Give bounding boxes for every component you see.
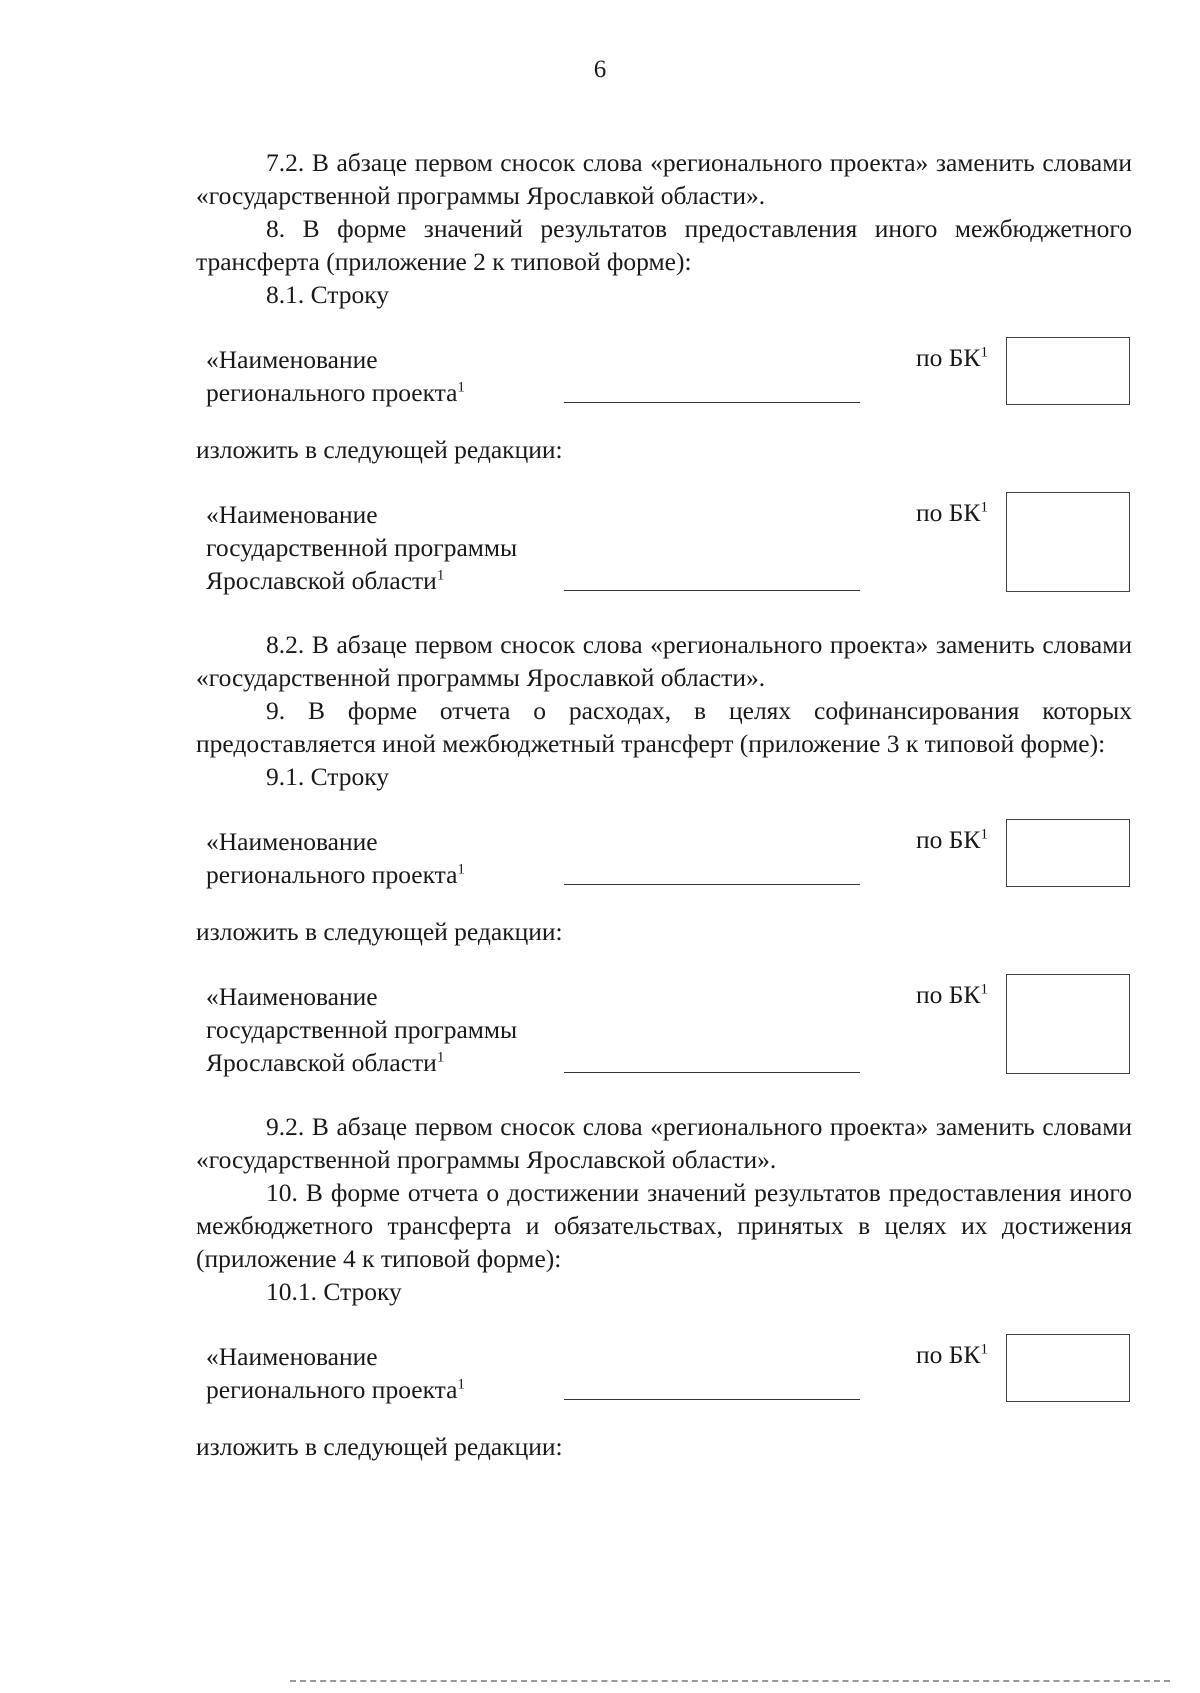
- form-row-regional-project-3: [196, 1334, 1132, 1404]
- bk-code-box[interactable]: [1006, 1334, 1130, 1402]
- form-label-line: «Наименование: [206, 500, 378, 529]
- form-label-line: регионального проекта$^1$: [206, 860, 465, 889]
- paragraph-10-1: 10.1. Строку: [266, 1277, 402, 1306]
- paragraph-9: 9. В форме отчета о расходах, в целях софинансирования которых предоставляется иной межбюджетный трансферт (приложение 3 к типовой форме):: [196, 696, 1132, 758]
- footnote-mark: 1: [457, 379, 465, 396]
- footnote-mark: 1: [980, 1341, 988, 1358]
- bk-code-box[interactable]: [1006, 974, 1130, 1074]
- name-underline-field[interactable]: [564, 589, 860, 591]
- form-label-line: регионального проекта$^1$: [206, 1375, 465, 1404]
- form-label-line: государственной программы: [206, 1015, 518, 1044]
- form-label-line: Ярославской области$^1$: [206, 1048, 445, 1077]
- bk-code-box[interactable]: [1006, 819, 1130, 887]
- form-label-line: «Наименование: [206, 827, 378, 856]
- bk-code-box[interactable]: [1006, 492, 1130, 592]
- page-number: 6: [593, 56, 607, 83]
- scan-edge-artifact: [290, 1680, 1170, 1685]
- paragraph-10: 10. В форме отчета о достижении значений результатов предоставления иного межбюджетного трансферта и обязательствах, принятых в целях их достижения (приложение 4 к типовой форме):: [196, 1178, 1132, 1273]
- name-underline-field[interactable]: [564, 1071, 860, 1073]
- form-label: [206, 498, 566, 597]
- form-label: [206, 825, 566, 891]
- form-row-regional-project-1: [196, 337, 1132, 407]
- form-label-line: «Наименование: [206, 345, 378, 374]
- form-row-state-program-2: [196, 974, 1132, 1078]
- footnote-mark: 1: [980, 344, 988, 361]
- form-label: [206, 1340, 566, 1406]
- footnote-mark: 1: [436, 567, 445, 584]
- name-underline-field[interactable]: [564, 1398, 860, 1400]
- bk-code-box[interactable]: [1006, 337, 1130, 405]
- footnote-mark: 1: [980, 826, 988, 843]
- document-body: [196, 146, 1132, 1463]
- form-label: [206, 343, 566, 409]
- bk-label: по $БК^1$: [916, 980, 988, 1009]
- form-row-state-program-1: [196, 492, 1132, 596]
- bk-label: по $БК^1$: [916, 1340, 988, 1369]
- footnote-mark: 1: [457, 861, 465, 878]
- footnote-mark: 1: [980, 981, 988, 998]
- paragraph-9-1: 9.1. Строку: [266, 762, 390, 791]
- form-label-line: регионального проекта$^1$: [206, 378, 465, 407]
- bk-label: по $БК^1$: [916, 498, 988, 527]
- name-underline-field[interactable]: [564, 401, 860, 403]
- paragraph-8-2: 8.2. В абзаце первом сносок слова «регионального проекта» заменить словами «государственной программы Ярославкой области».: [196, 630, 1132, 692]
- paragraph-7-2: 7.2. В абзаце первом сносок слова «регионального проекта» заменить словами «государственной программы Ярославкой области».: [196, 148, 1132, 210]
- form-label-line: Ярославской области$^1$: [206, 566, 445, 595]
- restate-line: изложить в следующей редакции:: [196, 917, 563, 946]
- paragraph-9-2: 9.2. В абзаце первом сносок слова «регионального проекта» заменить словами «государственной программы Ярославской области».: [196, 1112, 1132, 1174]
- restate-line: изложить в следующей редакции:: [196, 1432, 563, 1461]
- paragraph-8: 8. В форме значений результатов предоставления иного межбюджетного трансферта (приложение 2 к типовой форме):: [196, 214, 1132, 276]
- restate-line: изложить в следующей редакции:: [196, 435, 563, 464]
- form-label: [206, 980, 566, 1079]
- footnote-mark: 1: [457, 1376, 465, 1393]
- form-label-line: «Наименование: [206, 1342, 378, 1371]
- bk-label: по $БК^1$: [916, 825, 988, 854]
- form-label-line: «Наименование: [206, 982, 378, 1011]
- name-underline-field[interactable]: [564, 883, 860, 885]
- footnote-mark: 1: [436, 1049, 445, 1066]
- bk-label: по $БК^1$: [916, 343, 988, 372]
- footnote-mark: 1: [980, 499, 988, 516]
- form-label-line: государственной программы: [206, 533, 518, 562]
- form-row-regional-project-2: [196, 819, 1132, 889]
- paragraph-8-1: 8.1. Строку: [266, 280, 390, 309]
